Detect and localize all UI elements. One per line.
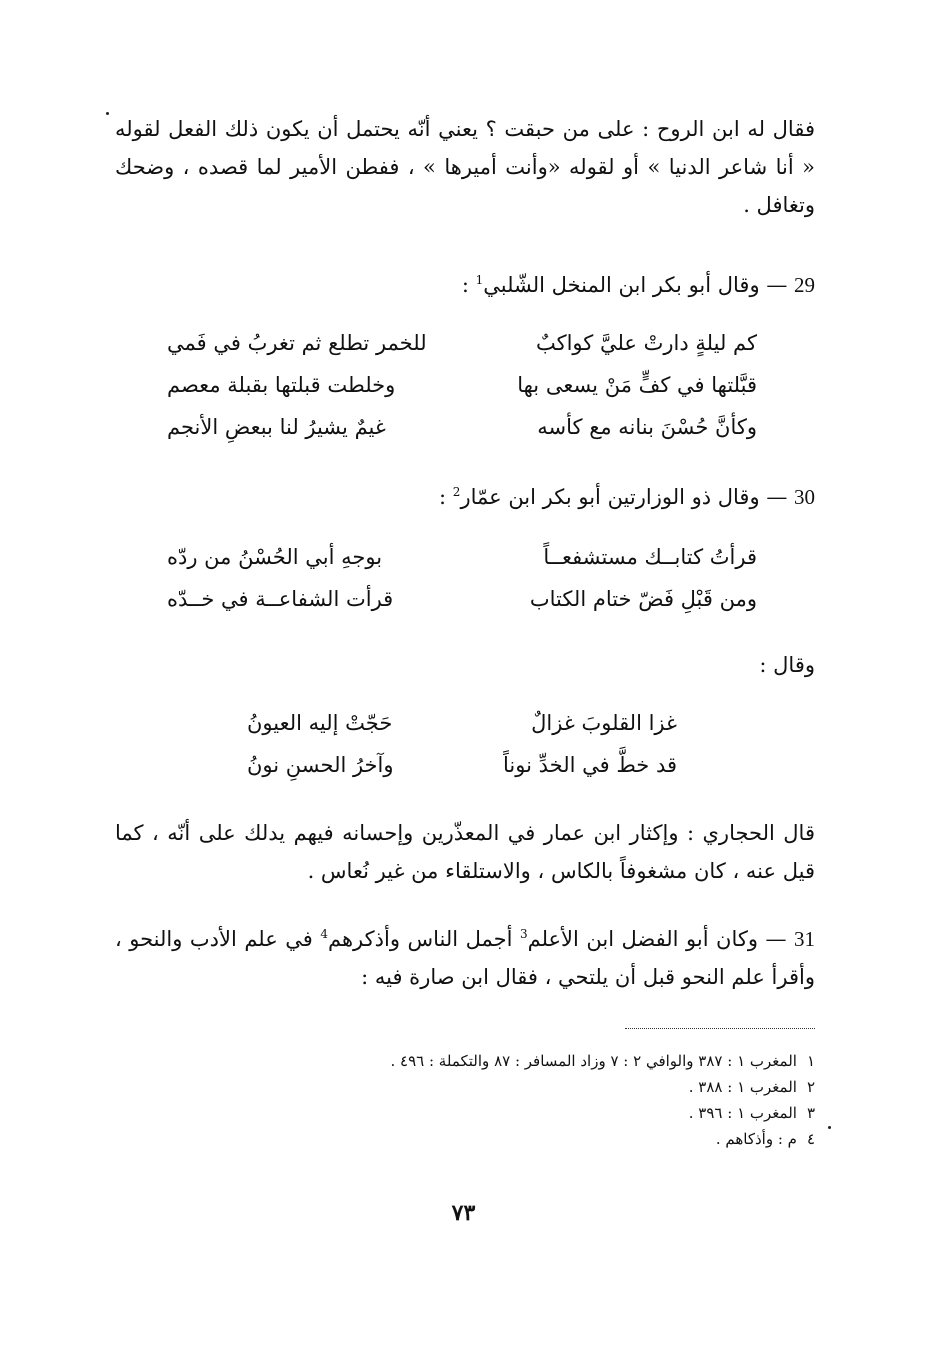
verse-second-hemistich: حَجّتْ إليه العيونُ (247, 711, 393, 735)
paragraph-hijari: قال الحجاري : وإكثار ابن عمار في المعذّرين وإحسانه فيهم يدلك على أنّه ، كما قيل عنه ، كان مشغوفاً بالكاس ، والاستلقاء من غير نُعاس . (115, 821, 815, 883)
entry-colon: : (439, 485, 447, 509)
verse-line (247, 702, 677, 744)
footnote-separator (625, 1028, 815, 1029)
verse-line (247, 744, 677, 786)
entry-text: وقال ذو الوزارتين أبو بكر ابن عمّار (460, 485, 760, 509)
footnotes (115, 1048, 815, 1152)
verse-line (167, 406, 757, 448)
entry-30-heading (115, 478, 815, 516)
verse-first-hemistich: قبَّلتها في كفٍّ مَنْ يسعى بها (517, 373, 757, 397)
footnote-number: ٤ (806, 1130, 815, 1148)
verse-second-hemistich: وآخرُ الحسنِ نونُ (247, 753, 394, 777)
verse-first-hemistich: قد خطَّ في الخدِّ نوناً (503, 753, 677, 777)
footnote (115, 1100, 815, 1126)
footnote-text: المغرب ١ : ٣٨٨ . (688, 1078, 797, 1096)
verse-line (167, 364, 757, 406)
verse-first-hemistich: قرأتُ كتابــك مستشفعــاً (543, 545, 757, 569)
verse-line (167, 536, 757, 578)
verse-first-hemistich: غزا القلوبَ غزالٌ (531, 711, 677, 735)
scan-speck (106, 112, 109, 115)
verse-second-hemistich: غيمٌ يشيرُ لنا ببعضِ الأنجم (167, 415, 386, 439)
footnote (115, 1126, 815, 1152)
footnote-text: المغرب ١ : ٣٨٧ والوافي ٢ : ٧ وزاد المسافر : ٨٧ والتكملة : ٤٩٦ . (390, 1052, 797, 1070)
page-number: ٧٣ (451, 1200, 476, 1226)
footnote-number: ١ (806, 1052, 815, 1070)
verse-second-hemistich: للخمر تطلع ثم تغربُ في فَمي (167, 331, 427, 355)
footnote-ref: 4 (320, 927, 328, 941)
entry-number: 31 (794, 927, 816, 951)
paragraph-entry-31 (115, 920, 815, 996)
verse-second-hemistich: وخلطت قبلتها بقبلة معصم (167, 373, 396, 397)
entry-colon: : (461, 273, 469, 297)
poem-30 (167, 536, 757, 620)
footnote-ref: 1 (475, 273, 484, 287)
footnote-number: ٢ (806, 1078, 815, 1096)
poem-ghazal (247, 702, 677, 786)
entry-number: 29 (794, 273, 815, 297)
entry-29-heading (115, 266, 815, 304)
footnote-ref: 3 (519, 927, 528, 941)
verse-second-hemistich: بوجهِ أبي الحُسْنُ من ردّه (167, 545, 383, 569)
verse-first-hemistich: كم ليلةٍ دارتْ عليَّ كواكبٌ (535, 331, 757, 355)
verse-first-hemistich: وكأنَّ حُسْنَ بنانه مع كأسه (537, 415, 757, 439)
entry-text: أجمل الناس وأذكرهم (328, 927, 513, 951)
entry-text: وقال أبو بكر ابن المنخل الشّلبي (483, 273, 760, 297)
verse-line (167, 578, 757, 620)
verse-second-hemistich: قرأت الشفاعــة في خــدّه (167, 587, 394, 611)
entry-dash: — (766, 273, 788, 297)
entry-text: وكان أبو الفضل ابن الأعلم (527, 927, 758, 951)
poem-29 (167, 322, 757, 448)
entry-dash: — (765, 927, 787, 951)
paragraph-intro: فقال له ابن الروح : على من حبقت ؟ يعني أنّه يحتمل أن يكون ذلك الفعل لقوله « أنا شاعر الدنيا » أو لقوله «وأنت أميرها » ، ففطن الأمير لما قصده ، وضحك وتغافل . (115, 117, 815, 217)
footnote-number: ٣ (806, 1104, 815, 1122)
verse-line (167, 322, 757, 364)
entry-text: في علم الأدب والنحو ، وأقرأ علم النحو قبل أن يلتحي ، فقال ابن صارة فيه : (115, 927, 815, 989)
scan-speck (828, 1126, 831, 1129)
footnote-ref: 2 (452, 485, 461, 499)
verse-first-hemistich: ومن قَبْلِ فَضّ ختام الكتاب (529, 587, 757, 611)
footnote-text: م : وأذكاهم . (715, 1130, 797, 1148)
and-he-said-line: وقال : (759, 653, 815, 677)
entry-dash: — (766, 485, 788, 509)
footnote (115, 1048, 815, 1074)
entry-number: 30 (794, 485, 815, 509)
footnote-text: المغرب ١ : ٣٩٦ . (688, 1104, 797, 1122)
footnote (115, 1074, 815, 1100)
